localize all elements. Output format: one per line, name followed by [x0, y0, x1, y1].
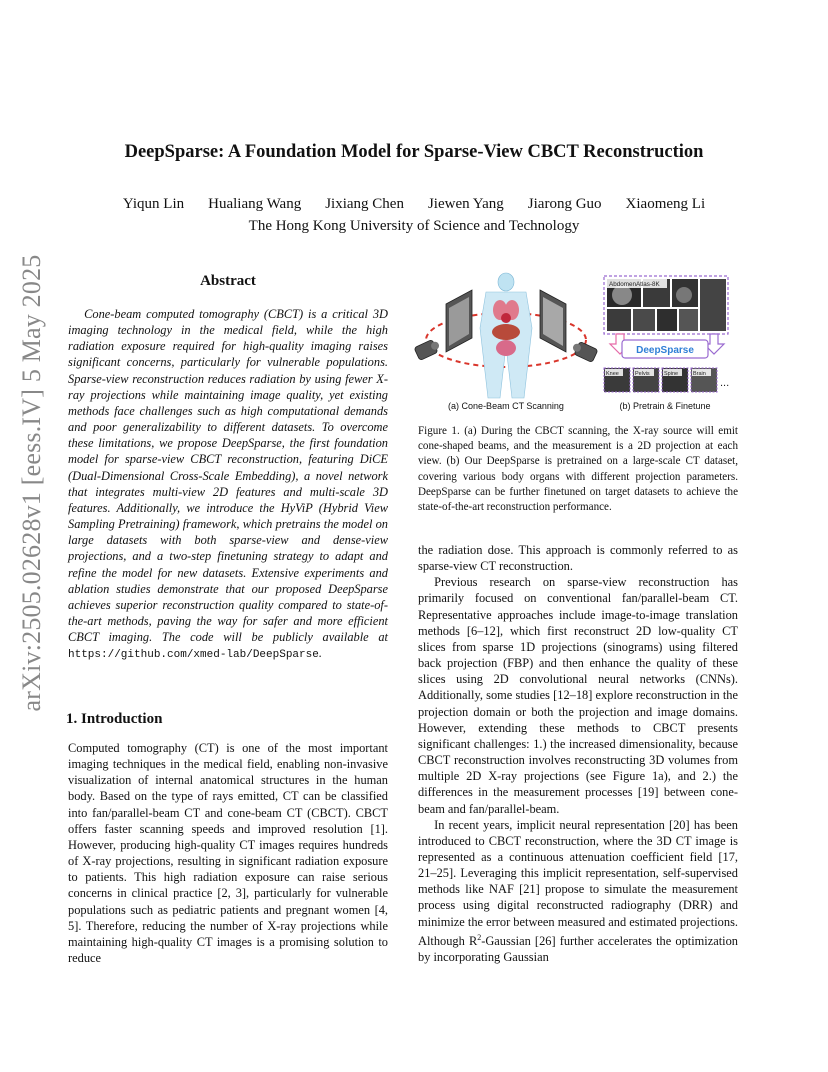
- heart: [501, 313, 511, 323]
- more-datasets-ellipsis: ...: [720, 377, 730, 389]
- figure-1-caption: Figure 1. (a) During the CBCT scanning, the X-ray source will emit cone-shaped beams, and the measurement is a 2D projection at each view. (b) Our DeepSparse is pretrained on a large-scale CT dataset, covering various body organs with different projection parameters. DeepSparse can be further finetuned on target datasets to achieve the state-of-the-art reconstruction performance.: [418, 425, 738, 514]
- paragraph: In recent years, implicit neural representation [20] has been introduced to CBCT reconstruction, where the 3D CT image is represented as a continuous attenuation coefficient field [17, 21–25]. Leveraging this implicit representation, self-supervised methods like NAF [21] propose to simulate the measurement process using digital reconstructed radiography (DRR) and minimize the error between measured and estimated projections. Although $R^2$-Gaussian [26] further accelerates the optimization by incorporating Gaussian: [418, 817, 738, 965]
- dataset-label: AbdomenAtlas-8K: [609, 281, 660, 288]
- author: Xiaomeng Li: [625, 196, 706, 212]
- label-cone-beam: (a) Cone-Beam CT Scanning: [448, 401, 564, 411]
- abstract-body: Cone-beam computed tomography (CBCT) is a critical 3D imaging technology in the medical field, while the high radiation exposure required for high-quality imaging raises significant concerns, particularly for vulnerable populations. Sparse-view reconstruction reduces radiation by using fewer X-ray projections while maintaining image quality, yet existing methods face challenges such as high computational demands and poor generalizability to different datasets. To overcome these limitations, we propose DeepSparse, the first foundation model for sparse-view CBCT reconstruction, featuring DiCE (Dual-Dimensional Cross-Scale Embedding), a novel network that integrates multi-view 2D features and multi-scale 3D features. Additionally, we introduce the HyViP (Hybrid View Sampling Pretraining) framework, which pretrains the model on large datasets with both sparse-view and dense-view projections, and a two-step finetuning strategy to adapt and refine the model for new datasets. Extensive experiments and ablation studies demonstrate that our proposed DeepSparse achieves superior reconstruction quality compared to state-of-the-art methods, paving the way for safer and more efficient CBCT imaging. The code will be publicly available at https://github.com/xmed-lab/DeepSparse.: [68, 307, 388, 662]
- affiliation: The Hong Kong University of Science and Technology: [248, 218, 580, 234]
- figure-1: [414, 268, 744, 414]
- abstract-text: Cone-beam computed tomography (CBCT) is a critical 3D imaging technology in the medical field, while the high radiation exposure required for high-quality imaging raises significant concerns, particularly for vulnerable populations. Sparse-view reconstruction reduces radiation by using fewer X-ray projections while maintaining image quality, yet existing methods face challenges such as high computational demands and poor generalizability to different datasets. To overcome these limitations, we propose DeepSparse, the first foundation model for sparse-view CBCT reconstruction, featuring DiCE (Dual-Dimensional Cross-Scale Embedding), a novel network that integrates multi-view 2D features and multi-scale 3D features. Additionally, we introduce the HyViP (Hybrid View Sampling Pretraining) framework, which pretrains the model on large datasets with both sparse-view and dense-view projections, and a two-step finetuning strategy to adapt and refine the model for new datasets. Extensive experiments and ablation studies demonstrate that our proposed DeepSparse achieves superior reconstruction quality compared to state-of-the-art methods, paving the way for safer and more efficient CBCT imaging. The code will be publicly available at: [68, 307, 388, 645]
- label-pretrain-finetune: (b) Pretrain & Finetune: [619, 401, 711, 411]
- paragraph: Computed tomography (CT) is one of the most important imaging techniques in the medical field, enabling non-invasive visualization of internal anatomical structures in the human body. Based on the type of rays emitted, CT can be classified into fan/parallel-beam CT and cone-beam CT (CBCT). CBCT offers faster scanning speeds and improved resolution [1]. However, producing high-quality CT images requires hundreds of X-ray projections, resulting in significant radiation exposure to patients. This high radiation exposure can raise serious concerns in clinical practice [2, 3], particularly for vulnerable populations such as pediatric patients and pregnant women [4, 5]. Therefore, reducing the number of X-ray projections while maintaining high-quality CT images is a promising solution to reduce: [68, 741, 388, 966]
- author: Jiarong Guo: [527, 196, 602, 212]
- ct-thumb: [700, 279, 726, 331]
- body-head: [498, 273, 514, 291]
- cone-beam-scanning-illustration: [414, 273, 598, 411]
- author-list: [60, 196, 768, 213]
- intro-body: [68, 740, 388, 966]
- intestine: [496, 340, 516, 356]
- xray-source-right: [570, 340, 598, 363]
- svg-text:Knee: Knee: [606, 371, 619, 377]
- pretrain-finetune-illustration: [604, 276, 729, 411]
- model-label: DeepSparse: [636, 345, 694, 356]
- author: Hualiang Wang: [208, 196, 302, 212]
- arxiv-sidebar-stamp: arXiv:2505.02628v1 [eess.IV] 5 May 2025: [17, 254, 46, 711]
- ct-thumb: [607, 309, 631, 331]
- author: Jiewen Yang: [427, 196, 504, 212]
- paper-title: DeepSparse: A Foundation Model for Sparse-View CBCT Reconstruction: [124, 142, 704, 162]
- author: Yiqun Lin: [122, 196, 185, 212]
- liver: [492, 324, 520, 340]
- paragraph: the radiation dose. This approach is commonly referred to as sparse-view CT reconstruction.: [418, 543, 738, 574]
- section-heading-introduction: 1. Introduction: [66, 711, 163, 727]
- svg-text:Pelvis: Pelvis: [635, 371, 650, 377]
- ct-thumb: [633, 309, 655, 331]
- paragraph: Previous research on sparse-view reconstruction has primarily focused on conventional fan/parallel-beam CT. Representative approaches include image-to-image translation methods [6–12], which first reconstruct 2D low-quality CT slices from sparse 1D projections (sinograms) using filtered back projection (FBP) and then enhance the quality of these slices using 2D convolutional neural networks (CNNs). Additionally, some studies [12–18] explore reconstruction in the projection domain or both the projection and image domains. However, extending these methods to CBCT presents significant challenges: 1.) the increased dimensionality, because CBCT reconstruction involves reconstructing 3D volumes from multiple 2D X-ray projections (see Figure 1a), and 2.) the differences in the measurement processes [19] between cone-beam and fan/parallel-beam.: [418, 575, 738, 816]
- svg-text:Spine: Spine: [664, 371, 679, 377]
- ct-thumb: [679, 309, 698, 331]
- xray-source-left: [414, 338, 442, 361]
- ct-thumb: [657, 309, 677, 331]
- code-link[interactable]: https://github.com/xmed-lab/DeepSparse: [68, 649, 319, 662]
- author: Jixiang Chen: [325, 196, 404, 212]
- right-column-body: [418, 542, 738, 965]
- svg-text:Brain: Brain: [693, 371, 706, 377]
- abstract-heading: Abstract: [200, 273, 256, 289]
